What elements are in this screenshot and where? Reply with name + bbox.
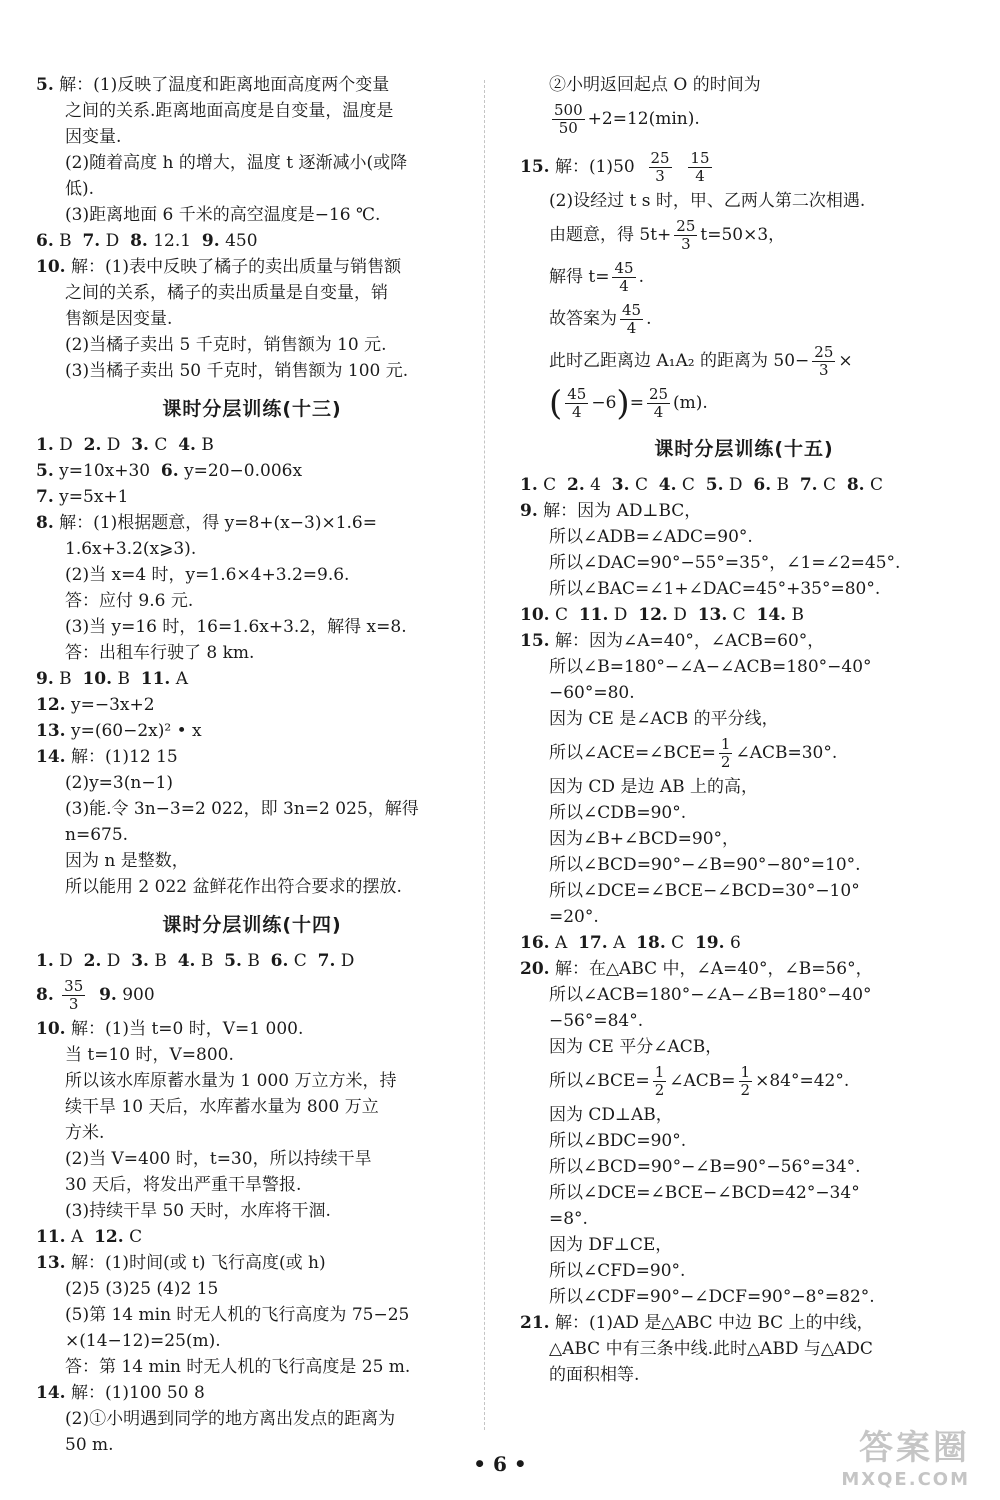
question-number: 4. [178, 435, 196, 455]
answer-line: 方米. [65, 1123, 105, 1143]
answer-line: (2)当橘子卖出 5 千克时，销售额为 10 元. [65, 335, 387, 355]
question-number: 17. [578, 933, 608, 953]
answers-1-4 [36, 432, 468, 458]
answer-line: 低). [65, 179, 95, 199]
fraction [653, 1064, 667, 1099]
answer-value: A [554, 933, 568, 953]
answer-value: 900 [122, 985, 155, 1005]
math-text: . [646, 309, 652, 329]
answer-line: 因为 CE 平分∠ACB， [549, 1037, 723, 1057]
answer-value: C [543, 475, 557, 495]
question-number: 7. [36, 487, 54, 507]
question-number: 9. [201, 231, 220, 251]
answer-line: 30 天后，将发出严重干旱警报. [65, 1175, 302, 1195]
answer-line: 所以∠BDC=90°. [549, 1131, 687, 1151]
answer-value: C [869, 475, 883, 495]
answer-line [520, 256, 968, 298]
answer-line: 因为 CE 是∠ACB 的平分线， [549, 709, 779, 729]
section-heading-14: 课时分层训练(十四) [162, 914, 342, 936]
answers-1-8 [520, 472, 968, 498]
question-14 [36, 744, 468, 900]
answer-value: y=−3x+2 [70, 695, 155, 715]
question-number: 8. [36, 513, 54, 533]
answer-line: (3)当橘子卖出 50 千克时，销售额为 100 元. [65, 361, 409, 381]
answer-value: B [59, 669, 72, 689]
question-number: 16. [520, 933, 550, 953]
fraction [674, 218, 697, 253]
fraction [552, 102, 585, 137]
answer-line: 之间的关系.距离地面高度是自变量，温度是 [65, 101, 394, 121]
answer-line: 解：(1)时间(或 t) 飞行高度(或 h) [70, 1253, 326, 1273]
answer-line: 因为∠B+∠BCD=90°， [549, 829, 740, 849]
answer-value: B [791, 605, 804, 625]
answer-line: 所以∠BCD=90°−∠B=90°−80°=10°. [549, 855, 861, 875]
answer-line: 当 t=10 时，V=800. [65, 1045, 234, 1065]
fraction [649, 150, 672, 185]
answer-line: 所以能用 2 022 盆鲜花作出符合要求的摆放. [65, 877, 402, 897]
answer-value: A [70, 1227, 84, 1247]
answer-line: 所以∠ACB=180°−∠A−∠B=180°−40° [549, 985, 872, 1005]
answer-value: D [106, 951, 121, 971]
question-10 [36, 254, 468, 384]
answer-line: 因为 DF⊥CE， [549, 1235, 673, 1255]
question-number: 19. [694, 933, 725, 953]
math-text: ∠ACB= [669, 1071, 736, 1091]
answer-value: 6 [729, 933, 741, 953]
fraction [620, 302, 643, 337]
answer-value: C [634, 475, 648, 495]
answer-value: B [201, 435, 214, 455]
fraction-denominator: 3 [68, 995, 79, 1013]
fraction-denominator: 3 [655, 167, 665, 185]
answer-line [520, 214, 968, 256]
question-number: 9. [99, 985, 117, 1005]
watermark-logo: 答案圈 [859, 1428, 970, 1468]
answer-value: 4 [590, 475, 601, 495]
question-number: 6. [36, 231, 54, 251]
question-number: 7. [799, 475, 818, 495]
answer-line [520, 732, 968, 774]
fraction [565, 386, 588, 421]
question-number: 4. [177, 951, 196, 971]
answer-value: A [175, 669, 189, 689]
math-text: +2=12(min). [587, 109, 700, 129]
answer-line: 因为 n 是整数， [65, 851, 189, 871]
fraction [739, 1064, 753, 1099]
fraction [62, 978, 85, 1013]
answer-value: C [154, 435, 168, 455]
question-20 [520, 956, 968, 1310]
question-number: 1. [36, 435, 54, 455]
question-number: 13. [697, 605, 728, 625]
math-text: . [638, 267, 644, 287]
answer-value: C [129, 1227, 143, 1247]
fraction [612, 260, 635, 295]
fraction-numerator: 45 [622, 301, 642, 319]
answer-line: 所以∠CDB=90°. [549, 803, 687, 823]
question-15 [520, 146, 968, 424]
math-text: (m). [673, 393, 708, 413]
answer-value: C [293, 951, 307, 971]
question-number: 3. [131, 951, 149, 971]
answer-value: C [681, 475, 695, 495]
answer-value: y=20−0.006x [184, 461, 303, 481]
question-number: 9. [36, 669, 54, 689]
answer-value: y=5x+1 [59, 487, 129, 507]
question-number: 9. [520, 501, 538, 521]
question-number: 3. [131, 435, 149, 455]
question-number: 8. [130, 231, 148, 251]
answers-8-9 [36, 974, 468, 1016]
question-9c [520, 498, 968, 602]
answer-line: 所以∠BCD=90°−∠B=90°−56°=34°. [549, 1157, 861, 1177]
question-number: 20. [520, 959, 550, 979]
fraction-denominator: 3 [819, 361, 829, 379]
answers-1-7 [36, 948, 468, 974]
answer-line [520, 298, 968, 340]
question-number: 5. [36, 461, 54, 481]
fraction [647, 386, 670, 421]
answer-value: D [340, 951, 355, 971]
answer-line: ②小明返回起点 O 的时间为 [549, 75, 761, 95]
answer-line: 所以该水库原蓄水量为 1 000 万立方米，持 [65, 1071, 397, 1091]
math-text: 所以∠BCE= [549, 1071, 650, 1091]
answer-value: D [613, 605, 628, 625]
answer-line: n=675. [65, 825, 129, 845]
question-number: 11. [140, 669, 171, 689]
question-number: 2. [83, 435, 102, 455]
fraction-denominator: 2 [740, 1081, 751, 1099]
question-8 [36, 510, 468, 666]
answer-value: C [822, 475, 836, 495]
answer-line: 1.6x+3.2(x⩾3). [65, 539, 197, 559]
answer-line: −56°=84°. [549, 1011, 644, 1031]
answer-line: 解：在△ABC 中，∠A=40°，∠B=56°， [554, 959, 873, 979]
section-heading-13: 课时分层训练(十三) [162, 398, 342, 420]
answer-value: C [554, 605, 568, 625]
answer-value: D [105, 231, 120, 251]
fraction-numerator: 25 [648, 385, 669, 403]
question-number: 13. [36, 721, 66, 741]
question-number: 12. [36, 695, 66, 715]
answer-value: C [732, 605, 746, 625]
answer-value: B [117, 669, 130, 689]
fraction-denominator: 4 [619, 277, 629, 295]
fraction-numerator: 45 [614, 259, 634, 277]
question-number: 8. [846, 475, 865, 495]
answer-value: B [776, 475, 790, 495]
answer-value: B [154, 951, 167, 971]
question-number: 11. [36, 1227, 66, 1247]
answer-value: B [59, 231, 72, 251]
fraction-denominator: 4 [653, 403, 664, 421]
fraction-numerator: 1 [654, 1063, 665, 1081]
answer-line: 续干旱 10 天后，水库蓄水量为 800 万立 [65, 1097, 379, 1117]
question-number: 10. [36, 1019, 66, 1039]
left-paren: ( [549, 383, 563, 424]
answer-line: (3)能.令 3n−3=2 022，即 3n=2 025，解得 [65, 799, 419, 819]
question-number: 12. [638, 605, 668, 625]
answer-line: (5)第 14 min 时无人机的飞行高度为 75−25 [65, 1305, 410, 1325]
answer-line: (3)当 y=16 时，16=1.6x+3.2，解得 x=8. [65, 617, 407, 637]
fraction-numerator: 1 [740, 1063, 751, 1081]
answer-line: △ABC 中有三条中线.此时△ABD 与△ADC [549, 1339, 873, 1359]
math-text: 解得 t= [549, 267, 610, 287]
answer-line: 因为 CD⊥AB， [549, 1105, 673, 1125]
math-text: −6 [591, 393, 617, 413]
answer-line: 的面积相等. [549, 1365, 640, 1385]
question-number: 5. [224, 951, 242, 971]
answer-value: D [728, 475, 743, 495]
question-14-continued [520, 72, 968, 140]
answer-line: 所以∠B=180°−∠A−∠ACB=180°−40° [549, 657, 872, 677]
question-number: 5. [36, 75, 54, 95]
answer-line: 解：(1)表中反映了橘子的卖出质量与销售额 [70, 257, 402, 277]
answer-value: 450 [225, 231, 258, 251]
math-text: ∠ACB=30°. [735, 743, 838, 763]
answer-line: 解：因为∠A=40°，∠ACB=60°， [554, 631, 825, 651]
answers-16-19 [520, 930, 968, 956]
answer-value: D [106, 435, 121, 455]
fraction-numerator: 15 [690, 149, 710, 167]
question-number: 10. [36, 257, 66, 277]
answer-line: 之间的关系，橘子的卖出质量是自变量，销 [65, 283, 388, 303]
answer-line: 解：(1)AD 是△ABC 中边 BC 上的中线， [554, 1313, 874, 1333]
answer-line: 售额是因变量. [65, 309, 173, 329]
fraction [688, 150, 711, 185]
math-text: 解：(1)50 [554, 157, 635, 177]
answer-line: (2)当 V=400 时，t=30，所以持续干旱 [65, 1149, 372, 1169]
answer-line: =20°. [549, 907, 599, 927]
answer-line: 解：(1)100 50 8 [70, 1383, 205, 1403]
question-21 [520, 1310, 968, 1388]
answer-value: D [59, 951, 73, 971]
question-number: 4. [658, 475, 677, 495]
answer-line: (2)当 x=4 时，y=1.6×4+3.2=9.6. [65, 565, 350, 585]
answer-line: 答：出租车行驶了 8 km. [65, 643, 255, 663]
question-10b [36, 1016, 468, 1224]
math-text: 故答案为 [549, 309, 617, 329]
answer-value: y=(60−2x)² • x [70, 721, 202, 741]
answer-12 [36, 692, 468, 718]
question-number: 21. [520, 1313, 550, 1333]
answer-line: 所以∠CDF=90°−∠DCF=90°−8°=82°. [549, 1287, 875, 1307]
fraction-numerator: 45 [567, 385, 587, 403]
question-number: 12. [94, 1227, 124, 1247]
answers-9-11 [36, 666, 468, 692]
question-number: 15. [520, 157, 550, 177]
question-number: 14. [36, 1383, 66, 1403]
answer-line: ×(14−12)=25(m). [65, 1331, 221, 1351]
math-text: × [838, 351, 853, 371]
question-14b [36, 1380, 468, 1458]
answer-line [520, 340, 968, 382]
question-number: 14. [756, 605, 787, 625]
math-text: ×84°=42°. [755, 1071, 850, 1091]
math-text: 所以∠ACE=∠BCE= [549, 743, 716, 763]
answer-line: 解：(1)根据题意，得 y=8+(x−3)×1.6= [59, 513, 377, 533]
right-column [520, 72, 968, 1388]
question-number: 3. [611, 475, 630, 495]
left-column [36, 72, 468, 1458]
question-number: 10. [520, 605, 550, 625]
fraction-numerator: 25 [814, 343, 834, 361]
fraction-numerator: 25 [650, 149, 670, 167]
question-15c [520, 628, 968, 930]
column-divider [484, 80, 485, 1430]
answers-5-6 [36, 458, 468, 484]
fraction [812, 344, 835, 379]
answer-line: 解：因为 AD⊥BC， [543, 501, 702, 521]
answer-line [520, 1060, 968, 1102]
answer-13 [36, 718, 468, 744]
question-number: 11. [578, 605, 609, 625]
answer-line: 所以∠DAC=90°−55°=35°，∠1=∠2=45°. [549, 553, 901, 573]
question-number: 10. [82, 669, 113, 689]
right-paren: ) [616, 383, 630, 424]
question-number: 7. [82, 231, 101, 251]
answer-line: 答：应付 9.6 元. [65, 591, 194, 611]
question-number: 13. [36, 1253, 66, 1273]
answer-line: (3)持续干旱 50 天时，水库将干涸. [65, 1201, 331, 1221]
watermark-site: MXQE.COM [841, 1469, 970, 1490]
answer-line: 因为 CD 是边 AB 上的高， [549, 777, 759, 797]
answer-line [520, 382, 968, 424]
question-number: 2. [83, 951, 102, 971]
answer-line: 50 m. [65, 1435, 114, 1455]
math-text: 由题意，得 5t+ [549, 225, 672, 245]
answer-value: A [613, 933, 626, 953]
answer-line: (2)随着高度 h 的增大，温度 t 逐渐减小(或降 [65, 153, 408, 173]
answer-value: C [671, 933, 685, 953]
answers-6-9 [36, 228, 468, 254]
answer-line: 解：(1)当 t=0 时，V=1 000. [70, 1019, 304, 1039]
fraction-denominator: 50 [558, 119, 578, 137]
answer-line: =8°. [549, 1209, 588, 1229]
answer-line: 所以∠ADB=∠ADC=90°. [549, 527, 753, 547]
fraction-numerator: 35 [64, 977, 84, 995]
math-text: = [629, 393, 644, 413]
page-number: • 6 • [473, 1452, 527, 1476]
answer-value: B [200, 951, 214, 971]
question-number: 18. [636, 933, 666, 953]
answer-line: (2)设经过 t s 时，甲、乙两人第二次相遇. [549, 191, 866, 211]
answer-line [520, 98, 968, 140]
question-number: 15. [520, 631, 550, 651]
question-number: 6. [270, 951, 289, 971]
fraction-denominator: 4 [695, 167, 705, 185]
watermark [841, 1420, 970, 1490]
answer-line: 所以∠CFD=90°. [549, 1261, 686, 1281]
question-number: 6. [753, 475, 772, 495]
fraction-denominator: 4 [572, 403, 582, 421]
section-heading-15: 课时分层训练(十五) [654, 438, 834, 460]
answer-line: −60°=80. [549, 683, 635, 703]
math-text: t=50×3， [700, 225, 786, 245]
fraction-denominator: 4 [626, 319, 637, 337]
answer-line: 因变量. [65, 127, 122, 147]
answers-11-12 [36, 1224, 468, 1250]
question-5 [36, 72, 468, 228]
answer-line: 所以∠BAC=∠1+∠DAC=45°+35°=80°. [549, 579, 881, 599]
fraction-numerator: 1 [720, 735, 731, 753]
answer-line [520, 146, 968, 188]
fraction-numerator: 25 [676, 217, 696, 235]
answer-line: 解：(1)12 15 [70, 747, 178, 767]
answer-line: (3)距离地面 6 千米的高空温度是−16 ℃. [65, 205, 381, 225]
question-number: 6. [160, 461, 179, 481]
question-number: 1. [36, 951, 54, 971]
answer-value: D [673, 605, 687, 625]
fraction-denominator: 2 [720, 753, 731, 771]
answer-line: (2)y=3(n−1) [65, 773, 174, 793]
answer-line: 所以∠DCE=∠BCE−∠BCD=42°−34° [549, 1183, 860, 1203]
answer-line: (2)5 (3)25 (4)2 15 [65, 1279, 219, 1299]
question-number: 7. [317, 951, 336, 971]
answer-line: (2)①小明遇到同学的地方离出发点的距离为 [65, 1409, 396, 1429]
question-number: 14. [36, 747, 66, 767]
question-number: 5. [705, 475, 724, 495]
answer-value: 12.1 [153, 231, 192, 251]
answer-line: 解：(1)反映了温度和距离地面高度两个变量 [59, 75, 390, 95]
question-number: 1. [520, 475, 538, 495]
fraction-denominator: 3 [681, 235, 691, 253]
fraction-numerator: 500 [554, 101, 583, 119]
fraction-denominator: 2 [654, 1081, 665, 1099]
fraction [719, 736, 733, 771]
answers-10-14 [520, 602, 968, 628]
question-number: 8. [36, 985, 54, 1005]
math-text: 此时乙距离边 A₁A₂ 的距离为 50− [549, 351, 810, 371]
answer-value: B [247, 951, 260, 971]
answer-line: 所以∠DCE=∠BCE−∠BCD=30°−10° [549, 881, 860, 901]
question-number: 2. [566, 475, 585, 495]
answer-line: 答：第 14 min 时无人机的飞行高度是 25 m. [65, 1357, 411, 1377]
question-13b [36, 1250, 468, 1380]
answer-value: y=10x+30 [59, 461, 151, 481]
answer-value: D [59, 435, 73, 455]
answer-7 [36, 484, 468, 510]
